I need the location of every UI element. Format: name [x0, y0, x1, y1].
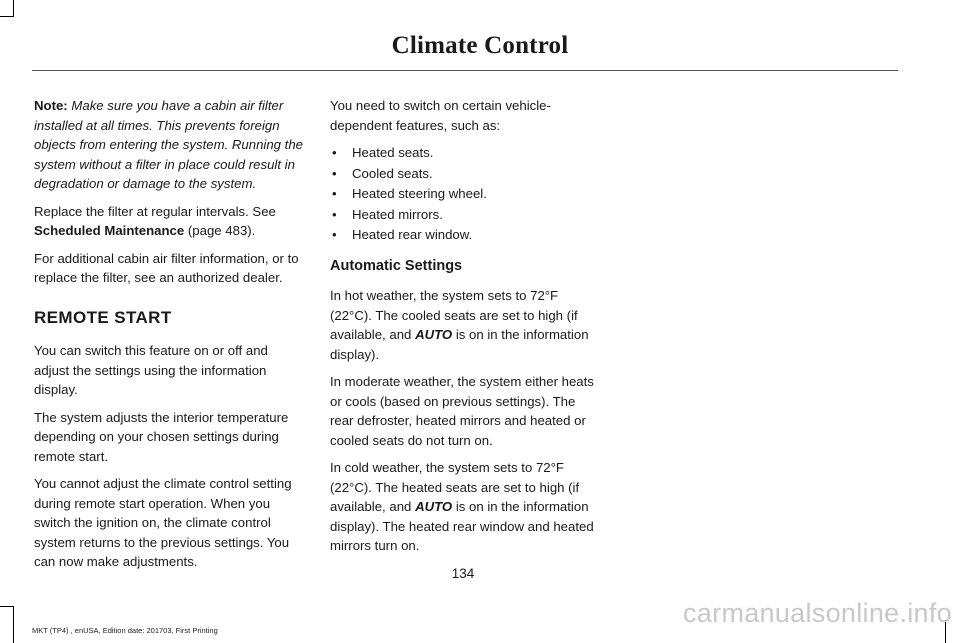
- page-title: Climate Control: [391, 32, 569, 59]
- automatic-settings-heading: Automatic Settings: [330, 257, 463, 274]
- list-item: • Heated mirrors.: [330, 205, 602, 225]
- scheduled-maintenance-link[interactable]: Scheduled Maintenance: [34, 223, 185, 238]
- list-item: • Heated steering wheel.: [330, 184, 602, 204]
- crop-mark-top-left-v: [13, 0, 14, 16]
- crop-mark-bottom-left-v: [13, 606, 14, 643]
- page-number: 134: [451, 566, 475, 581]
- hot-weather-text: In hot weather, the system sets to 72°F (22°C). The cooled seats are set to high (if available, and: [330, 288, 578, 342]
- remote-start-paragraph-1: You can switch this feature on or off and adjust the settings using the information display.: [34, 343, 268, 397]
- replace-text: Replace the filter at regular intervals. See: [34, 203, 276, 219]
- replace-filter-paragraph: [34, 202, 306, 241]
- crop-mark-top-left-h: [0, 16, 14, 17]
- cold-weather-text: In cold weather, the system sets to 72°F (22°C). The heated seats are set to high (if available, and: [330, 460, 580, 514]
- left-column: [34, 96, 306, 580]
- note-label: Note:: [34, 98, 68, 113]
- features-intro: You need to switch on certain vehicle-dependent features, such as:: [330, 98, 551, 133]
- additional-info-paragraph: For additional cabin air filter information, or to replace the filter, see an authorized dealer.: [34, 250, 299, 285]
- features-list: [330, 143, 602, 245]
- cold-weather-paragraph: [330, 458, 602, 556]
- note-text: Make sure you have a cabin air filter installed at all times. This prevents foreign objects from entering the system. Running the system without a filter in place could result in degradation or damage to the system.: [34, 98, 304, 191]
- remote-start-paragraph-3: You cannot adjust the climate control setting during remote start operation. When you switch the ignition on, the climate control system returns to the previous settings. You can now make adjustments.: [34, 476, 292, 569]
- remote-start-heading: REMOTE START: [34, 307, 172, 327]
- moderate-weather-paragraph: In moderate weather, the system either heats or cools (based on previous settings). The rear defroster, heated mirrors and heated or cooled seats do not turn on.: [330, 374, 594, 448]
- footer-text: MKT (TP4) , enUSA, Edition date: 201703, First Printing: [32, 626, 218, 635]
- cold-weather-text-end: is on in the information display). The heated rear window and heated mirrors turn on.: [330, 499, 594, 553]
- remote-start-paragraph-2: The system adjusts the interior temperature depending on your chosen settings during remote start.: [34, 409, 289, 464]
- note-paragraph: [34, 96, 306, 194]
- hot-weather-text-end: is on in the information display).: [330, 327, 589, 362]
- list-item: • Heated seats.: [330, 143, 602, 163]
- list-item: • Heated rear window.: [330, 225, 602, 245]
- auto-label: AUTO: [415, 327, 453, 342]
- page-reference: (page 483).: [184, 223, 256, 238]
- auto-label: AUTO: [415, 499, 453, 514]
- header-rule: [32, 70, 898, 71]
- watermark: carmanualsonline.info: [683, 598, 952, 628]
- hot-weather-paragraph: [330, 286, 602, 364]
- crop-mark-bottom-left-h: [0, 606, 14, 607]
- list-item: • Cooled seats.: [330, 164, 602, 184]
- right-column: [330, 96, 602, 564]
